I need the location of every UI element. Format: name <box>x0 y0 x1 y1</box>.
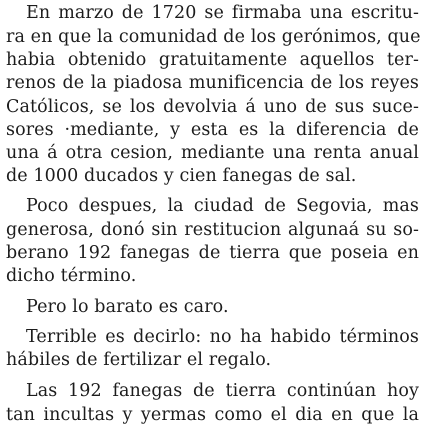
text-line: Pero lo barato es caro. <box>26 297 229 317</box>
text-line: Terrible es decirlo: no ha habido términos <box>26 327 419 347</box>
text-line: berano 192 fanegas de tierra que poseia en <box>6 243 419 263</box>
text-line: Las 192 fanegas de tierra continúan hoy <box>26 381 419 401</box>
text-line: renos de la piadosa munificencia de los reyes <box>6 73 419 93</box>
text-line: dicho término. <box>6 266 137 286</box>
text-line: Católicos, se los devolvia á uno de sus suce- <box>6 97 419 117</box>
text-line: Poco despues, la ciudad de Segovia, mas <box>26 196 419 216</box>
text-line: ra en que la comunidad de los gerónimos, que <box>6 27 421 47</box>
text-line: sores ·mediante, y esta es la diferencia de <box>6 120 419 140</box>
text-line: una á otra cesion, mediante una renta anual <box>6 143 419 163</box>
text-line: habia obtenido gratuitamente aquellos ter- <box>6 50 419 70</box>
text-line: hábiles de fertilizar el regalo. <box>6 350 272 370</box>
text-line: de 1000 ducados y cien fanegas de sal. <box>6 166 357 186</box>
text-line: En marzo de 1720 se firmaba una escritu- <box>26 3 419 23</box>
text-line: generosa, donó sin restitucion algunaá su so- <box>6 220 419 240</box>
text-line: tan incultas y yermas como el dia en que la <box>6 405 419 425</box>
